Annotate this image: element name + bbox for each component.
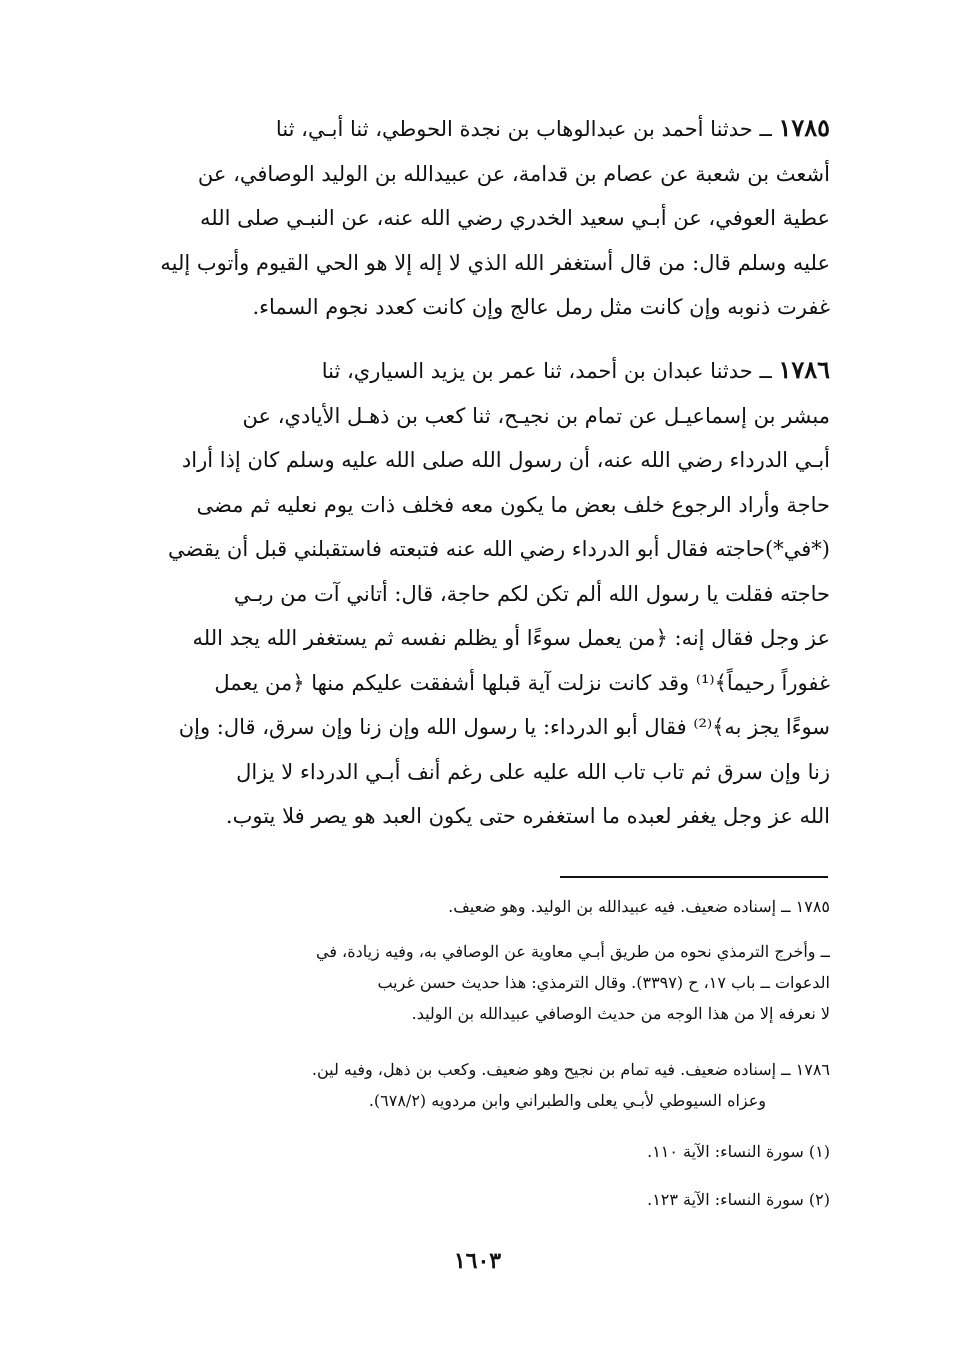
hadith-line: غفرت ذنوبه وإن كانت مثل رمل عالج وإن كانت كعدد نجوم السماء. [252, 295, 830, 319]
hadith-number: ١٧٨٥ [778, 113, 830, 142]
footnote-1785 [128, 891, 830, 922]
footnote-line: ــ وأخرج الترمذي نحوه من طريق أبـي معاوية عن الوصافي به، وفيه زيادة، في [315, 942, 830, 961]
hadith-line: (*في*)حاجته فقال أبو الدرداء رضي الله عنه فتبعته فاستقبلني قبل أن يقضي [168, 537, 830, 561]
page-number: ١٦٠٣ [453, 1248, 502, 1274]
footnote-1786 [128, 1054, 830, 1116]
hadith-1786 [128, 348, 830, 839]
hadith-line: عز وجل فقال إنه: ﴿من يعمل سوءًا أو يظلم نفسه ثم يستغفر الله يجد الله [192, 626, 830, 650]
footnote-line: وعزاه السيوطي لأبـي يعلى والطبراني وابن مردويه (٦٧٨/٢). [368, 1091, 766, 1110]
hadith-text: ــ حدثنا أحمد بن عبدالوهاب بن نجدة الحوطي، ثنا أبـي، ثنا [275, 117, 772, 141]
footnote-divider [560, 876, 828, 878]
hadith-line [128, 348, 830, 394]
hadith-line: مبشر بن إسماعيـل عن تمام بن نجيـح، ثنا كعب بن ذهـل الأيادي، عن [242, 403, 830, 428]
hadith-line: عطية العوفي، عن أبـي سعيد الخدري رضي الله عنه، عن النبـي صلى الله [200, 206, 830, 230]
hadith-number: ١٧٨٦ [778, 355, 830, 384]
hadith-line: حاجته فقلت يا رسول الله ألم تكن لكم حاجة، قال: أتاني آت من ربـي [233, 581, 830, 606]
hadith-line [128, 106, 830, 152]
footnote-1 [128, 1136, 882, 1167]
footnote-2 [128, 1184, 882, 1215]
footnote-line: (١) سورة النساء: الآية ١١٠. [647, 1142, 830, 1161]
footnote-line: لا نعرفه إلا من هذا الوجه من حديث الوصافي عبيدالله بن الوليد. [411, 1004, 830, 1023]
footnote-line: (٢) سورة النساء: الآية ١٢٣. [647, 1190, 830, 1209]
hadith-line: حاجة وأراد الرجوع خلف بعض ما يكون معه فخلف ذات يوم نعليه ثم مضى [196, 492, 830, 517]
hadith-1785 [128, 106, 830, 330]
hadith-line: الله عز وجل يغفر لعبده ما استغفره حتى يكون العبد هو يصر فلا يتوب. [225, 804, 830, 828]
hadith-line: غفوراً رحيماً﴾⁽¹⁾ وقد كانت نزلت آية قبلها أشفقت عليكم منها ﴿من يعمل [214, 670, 830, 695]
hadith-line: أشعث بن شعبة عن عصام بن قدامة، عن عبيدالله بن الوليد الوصافي، عن [197, 161, 830, 186]
footnote-line: الدعوات ــ باب ١٧، ح (٣٣٩٧). وقال الترمذي: هذا حديث حسن غريب [377, 973, 830, 992]
hadith-line: سوءًا يجز به﴾⁽²⁾ فقال أبو الدرداء: يا رسول الله وإن زنا وإن سرق، قال: وإن [178, 715, 830, 739]
hadith-text: ــ حدثنا عبدان بن أحمد، ثنا عمر بن يزيد السياري، ثنا [321, 359, 772, 383]
hadith-line: زنا وإن سرق ثم تاب تاب الله عليه على رغم أنف أبـي الدرداء لا يزال [236, 759, 830, 784]
hadith-line: أبـي الدرداء رضي الله عنه، أن رسول الله صلى الله عليه وسلم كان إذا أراد [181, 448, 830, 472]
footnote-line: ١٧٨٥ ــ إسناده ضعيف. فيه عبيدالله بن الوليد. وهو ضعيف. [448, 897, 830, 916]
footnote-1785-extra [128, 936, 894, 1029]
hadith-line: عليه وسلم قال: من قال أستغفر الله الذي لا إله إلا هو الحي القيوم وأتوب إليه [160, 250, 830, 275]
footnote-line: ١٧٨٦ ــ إسناده ضعيف. فيه تمام بن نجيح وهو ضعيف. وكعب بن ذهل، وفيه لين. [311, 1060, 830, 1079]
